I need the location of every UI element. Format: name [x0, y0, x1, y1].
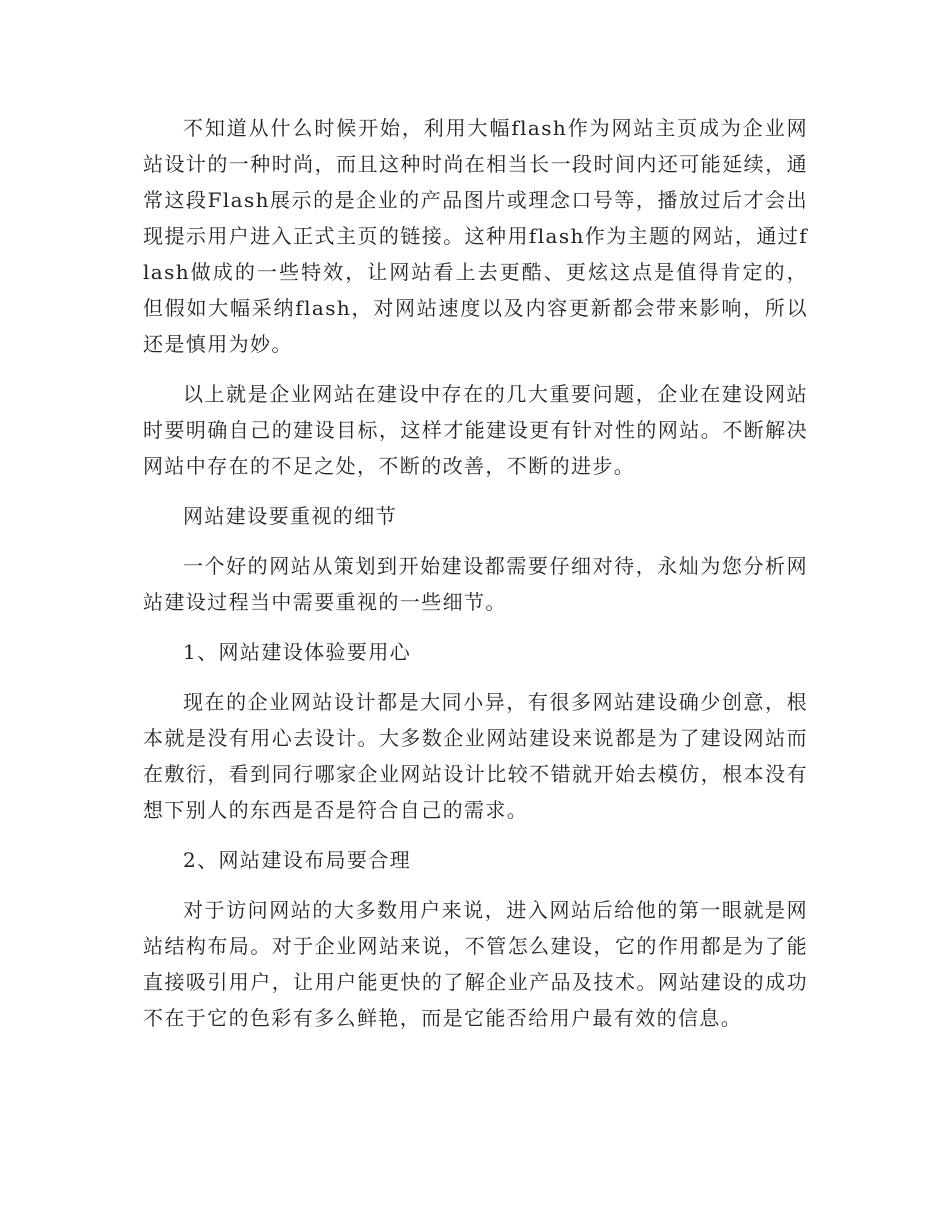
paragraph-experience: 现在的企业网站设计都是大同小异，有很多网站建设确少创意，根本就是没有用心去设计。大多数企业网站建设来说都是为了建设网站而在敷衍，看到同行哪家企业网站设计比较不错就开始去模仿，根本没有想下别人的东西是否是符合自己的需求。	[143, 690, 808, 822]
document-body	[143, 110, 808, 1050]
paragraph-summary: 以上就是企业网站在建设中存在的几大重要问题，企业在建设网站时要明确自己的建设目标，这样才能建设更有针对性的网站。不断解决网站中存在的不足之处，不断的改善，不断的进步。	[143, 382, 808, 478]
paragraph-layout: 对于访问网站的大多数用户来说，进入网站后给他的第一眼就是网站结构布局。对于企业网站来说，不管怎么建设，它的作用都是为了能直接吸引用户，让用户能更快的了解企业产品及技术。网站建设的成功不在于它的色彩有多么鲜艳，而是它能否给用户最有效的信息。	[143, 898, 808, 1030]
section-heading-details: 网站建设要重视的细节	[183, 504, 397, 528]
paragraph-details-intro: 一个好的网站从策划到开始建设都需要仔细对待，永灿为您分析网站建设过程当中需要重视的一些细节。	[143, 554, 808, 614]
subheading-experience: 1、网站建设体验要用心	[183, 640, 412, 664]
paragraph-flash-usage: 不知道从什么时候开始，利用大幅flash作为网站主页成为企业网站设计的一种时尚，而且这种时尚在相当长一段时间内还可能延续，通常这段Flash展示的是企业的产品图片或理念口号等，播放过后才会出现提示用户进入正式主页的链接。这种用flash作为主题的网站，通过flash做成的一些特效，让网站看上去更酷、更炫这点是值得肯定的，但假如大幅采纳flash，对网站速度以及内容更新都会带来影响，所以还是慎用为妙。	[143, 116, 808, 356]
subheading-layout: 2、网站建设布局要合理	[183, 848, 412, 872]
